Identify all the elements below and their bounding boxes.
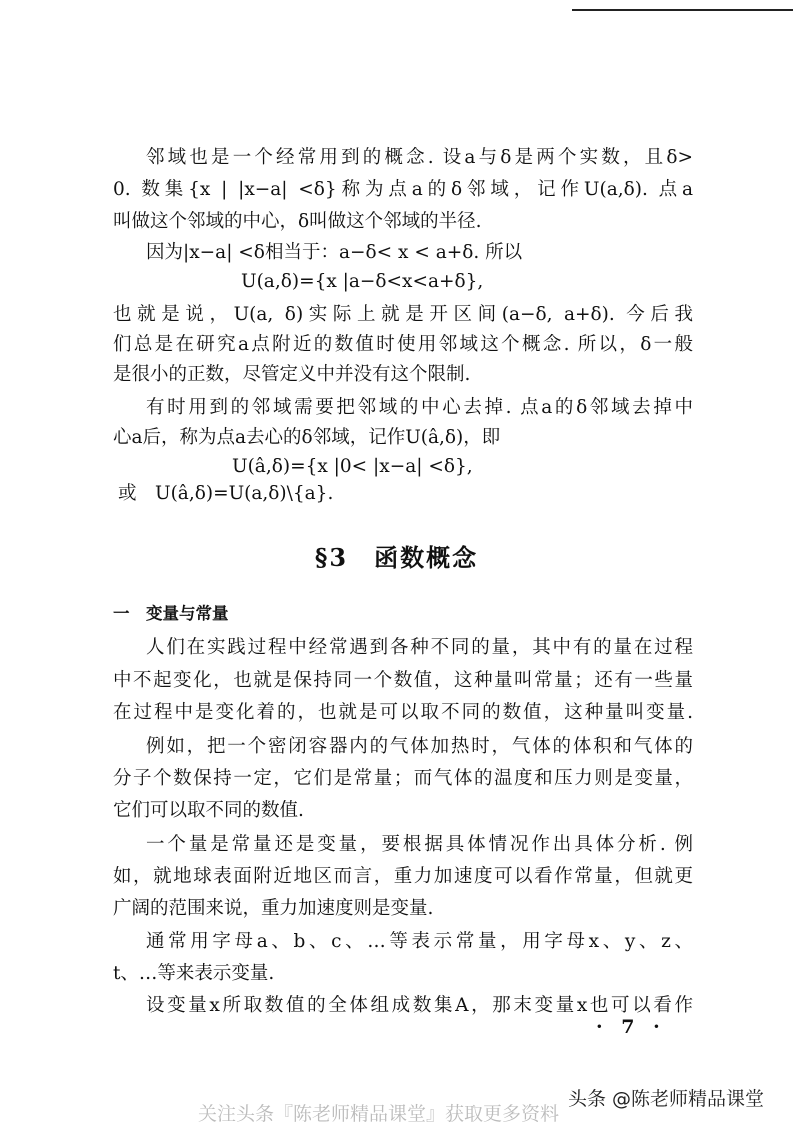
- text-line: 邻域也是一个经常用到的概念. 设a与δ是两个实数，且δ>: [146, 147, 693, 168]
- header-rule: [572, 9, 793, 11]
- section-title: §3 函数概念: [314, 543, 479, 572]
- text-line: 例如，把一个密闭容器内的气体加热时，气体的体积和气体的: [146, 736, 693, 757]
- text-line: 通常用字母a、b、c、…等表示常量，用字母x、y、z、: [146, 931, 693, 952]
- text-line: 它们可以取不同的数值.: [113, 800, 304, 821]
- text-line: 在过程中是变化着的，也就是可以取不同的数值，这种量叫变量.: [113, 702, 693, 723]
- formula: 或 U(â,δ)=U(a,δ)\{a}.: [118, 483, 334, 504]
- text-line: 人们在实践过程中经常遇到各种不同的量，其中有的量在过程: [146, 637, 693, 658]
- text-line: 心a后，称为点a去心的δ邻域，记作U(â,δ)，即: [113, 427, 501, 448]
- text-line: 0. 数集{x | |x−a| <δ}称为点a的δ邻域，记作U(a,δ). 点a: [113, 179, 693, 200]
- subsection-title: 一 变量与常量: [113, 604, 229, 623]
- watermark-note: 关注头条『陈老师精品课堂』获取更多资料: [198, 1103, 560, 1125]
- text-line: 分子个数保持一定，它们是常量；而气体的温度和压力则是变量，: [113, 768, 693, 789]
- text-line: 如，就地球表面附近地区而言，重力加速度可以看作常量，但就更: [113, 866, 693, 887]
- text-line: 因为|x−a| <δ相当于：a−δ< x < a+δ. 所以: [146, 242, 523, 263]
- text-line: 有时用到的邻域需要把邻域的中心去掉. 点a的δ邻域去掉中: [146, 397, 693, 418]
- text-line: 是很小的正数，尽管定义中并没有这个限制.: [113, 364, 471, 385]
- page-number: · 7 ·: [596, 1016, 666, 1038]
- text-line: 广阔的范围来说，重力加速度则是变量.: [113, 898, 434, 919]
- watermark-handle: 头条 @陈老师精品课堂: [568, 1088, 765, 1110]
- formula: U(a,δ)={x |a−δ<x<a+δ},: [241, 271, 484, 292]
- text-line: 们总是在研究a点附近的数值时使用邻域这个概念. 所以，δ一般: [113, 334, 693, 355]
- text-line: 也就是说，U(a, δ)实际上就是开区间(a−δ, a+δ). 今后我: [113, 304, 693, 325]
- text-line: t、…等来表示变量.: [113, 963, 275, 984]
- text-line: 设变量x所取数值的全体组成数集A，那末变量x也可以看作: [146, 995, 693, 1016]
- formula: U(â,δ)={x |0< |x−a| <δ},: [232, 456, 473, 477]
- text-line: 中不起变化，也就是保持同一个数值，这种量叫常量；还有一些量: [113, 670, 693, 691]
- text-line: 叫做这个邻域的中心，δ叫做这个邻域的半径.: [113, 211, 482, 232]
- text-line: 一个量是常量还是变量，要根据具体情况作出具体分析. 例: [146, 834, 693, 855]
